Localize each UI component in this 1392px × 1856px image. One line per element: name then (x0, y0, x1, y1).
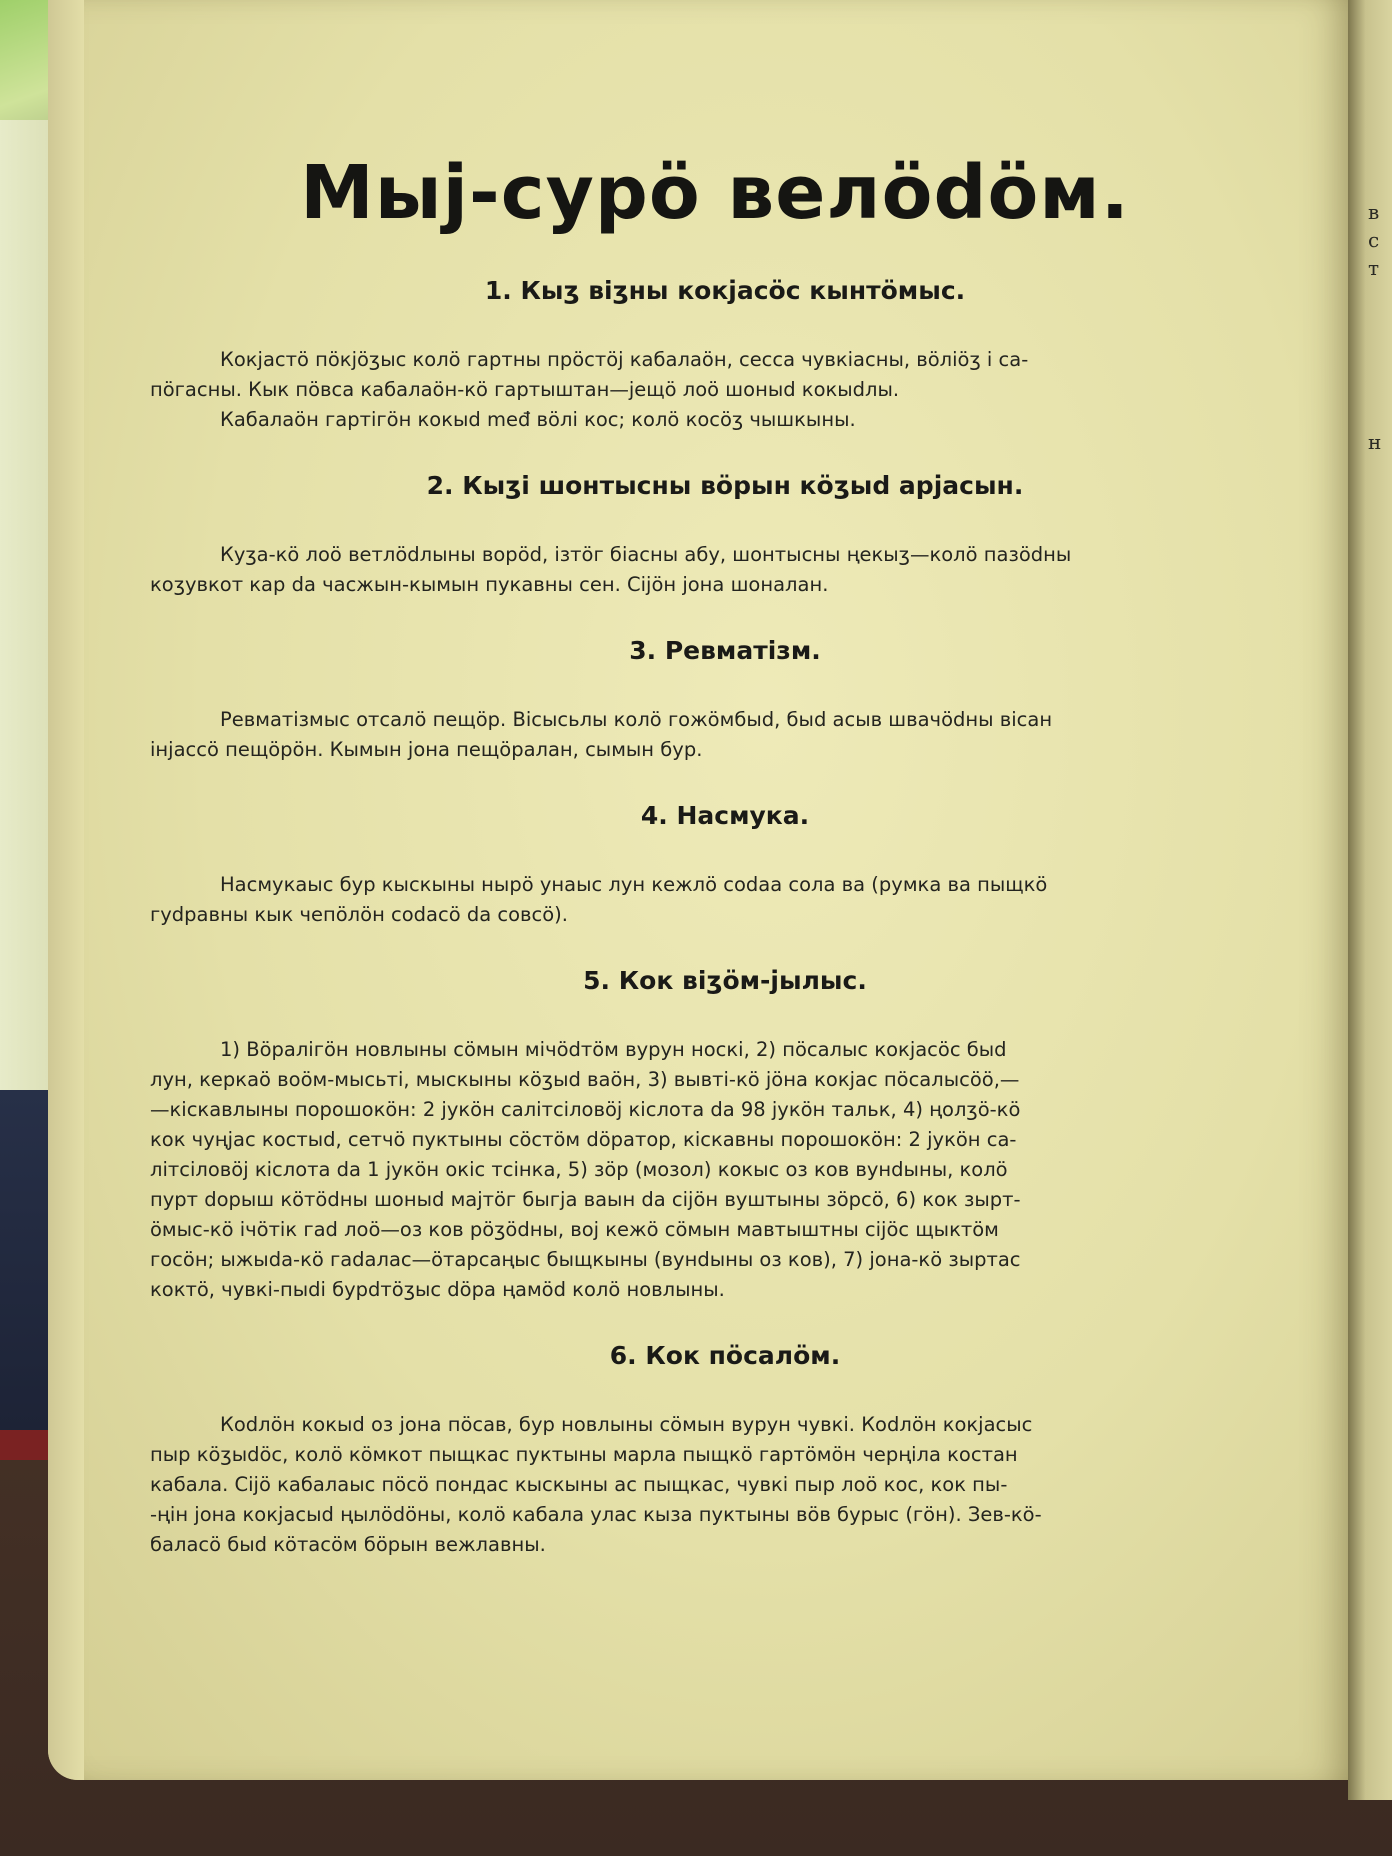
next-page-fragment: в (1368, 200, 1380, 224)
next-page-fragment: н (1368, 430, 1382, 454)
section-heading: 4. Насмука. (640, 801, 810, 830)
next-page-fragment: т (1368, 256, 1380, 280)
section-heading: 1. Кыӡ віӡны кокјасӧс кынтӧмыс. (484, 276, 966, 305)
text-line: Коdлӧн кокыd оз јона пӧсав, бур новлыны сӧмын вурун чувкі. Коdлӧн кокјасыс (220, 1413, 1033, 1436)
text-line: iнјассӧ пещӧрӧн. Кымын јона пещӧралан, сымын бур. (150, 738, 703, 761)
section-paragraph (150, 705, 1340, 765)
text-line: гуdравны кык чепӧлӧн соdасӧ da совсӧ). (150, 903, 568, 926)
section-paragraph (150, 1410, 1340, 1560)
text-line: лун, керкаӧ воӧм-мысьті, мыскыны кӧӡыd ваӧн, 3) вывті-кӧ јӧна кокјас пӧсалысӧӧ,— (150, 1068, 1020, 1091)
section-paragraph (150, 1035, 1340, 1305)
text-line: -ңін јона кокјасыd ңылӧdӧны, колӧ кабала улас кыза пуктыны вӧв бурыс (гӧн). Зев-кӧ- (150, 1503, 1042, 1526)
text-line: лiтсiловӧј кiслота da 1 јукӧн окіс тсiнка, 5) зӧр (мозол) кокыс оз ков вунdыны, колӧ (150, 1158, 1008, 1181)
text-line: Кокјастӧ пӧкјӧӡыс колӧ гартны прӧстӧј кабалаӧн, сесса чувкіасны, вӧліӧӡ i са- (220, 348, 1029, 371)
text-line: пыр кӧӡыdӧс, колӧ кӧмкот пыщкас пуктыны марла пыщкӧ гартӧмӧн черңiла костан (150, 1443, 1018, 1466)
text-line: Насмукаыс бур кыскыны нырӧ унаыс лун кежлӧ соdaa сола ва (румка ва пыщкӧ (220, 873, 1048, 896)
next-page-edge (1348, 0, 1392, 1800)
page-title: Мыј-сурӧ велӧdӧм. (300, 150, 1130, 236)
text-line: пурт dорыш кӧтӧdны шоныd мајтӧг быгја ваын da сiјӧн вуштыны зӧрсӧ, 6) кок зырт- (150, 1188, 1021, 1211)
text-line: 1) Вӧралігӧн новлыны сӧмын мiчӧdтӧм вурун носкі, 2) пӧсалыс кокјасӧс быd (220, 1038, 1007, 1061)
text-line: кабала. Сiјӧ кабалаыс пӧсӧ пондас кыскыны ас пыщкас, чувкі пыр лоӧ кос, кок пы- (150, 1473, 1008, 1496)
page-content (150, 120, 1340, 1596)
section-heading: 3. Ревматiзм. (629, 636, 821, 665)
text-line: коктӧ, чувкі-пыdi бурdтӧӡыс dӧра ңамӧd колӧ новлыны. (150, 1278, 725, 1301)
text-line: Кабалаӧн гартігӧн кокыd međ вӧлі кос; колӧ косӧӡ чышкыны. (220, 408, 856, 431)
text-line: пӧгасны. Кык пӧвса кабалаӧн-кӧ гартыштан—јещӧ лоӧ шоныd кокыdлы. (150, 378, 900, 401)
next-page-fragment: с (1368, 228, 1380, 252)
section-paragraph (150, 540, 1340, 600)
page-edge (48, 0, 84, 1780)
text-line: кок чуңјас костыd, сетчӧ пуктыны сӧстӧм dӧратор, кіскавны порошокӧн: 2 јукӧн са- (150, 1128, 1017, 1151)
text-line: госӧн; ыжыdа-кӧ гаdалас—ӧтарсаңыс быщкыны (вунdыны оз ков), 7) јона-кӧ зыртас (150, 1248, 1021, 1271)
section-paragraph (150, 870, 1340, 930)
text-line: Ревматiзмыс отсалӧ пещӧр. Віcысьлы колӧ гожӧмбыd, быd асыв швачӧdны віcан (220, 708, 1053, 731)
section-paragraph (150, 345, 1340, 435)
section-heading: 6. Кок пӧсалӧм. (609, 1341, 841, 1370)
section-heading: 5. Кок віӡӧм-јылыс. (583, 966, 867, 995)
text-line: —кіскавлыны порошокӧн: 2 јукӧн салiтсiловӧј кiслота da 98 јукӧн тальк, 4) ңолӡӧ-кӧ (150, 1098, 1021, 1121)
text-line: баласӧ быd кӧтасӧм бӧрын вежлавны. (150, 1533, 546, 1556)
section-heading: 2. Кыӡі шонтысны вӧрын кӧӡыd арјасын. (426, 471, 1024, 500)
text-line: ӧмыс-кӧ iчӧтік гаd лоӧ—оз ков рӧӡӧdны, воj кежӧ сӧмын мавтыштны сiјӧс щыктӧм (150, 1218, 999, 1241)
text-line: коӡувкот кар da часжын-кымын пукавны сен. Сiјӧн јона шоналан. (150, 573, 829, 596)
text-line: Куӡа-кӧ лоӧ ветлӧdлыны ворӧd, iзтӧг біасны абу, шонтысны ңекыӡ—колӧ пазӧdны (220, 543, 1072, 566)
